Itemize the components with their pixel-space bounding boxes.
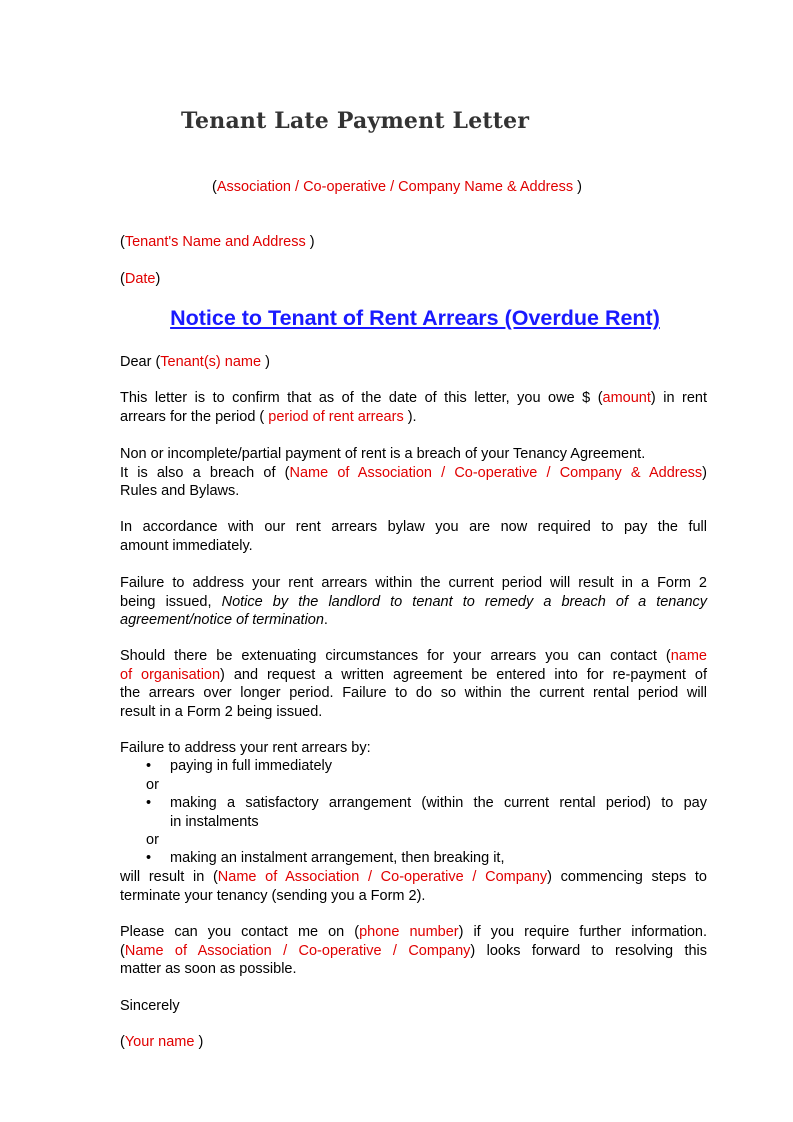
or-separator: or: [146, 832, 159, 848]
phone-placeholder: phone number: [359, 924, 459, 940]
document-title: Tenant Late Payment Letter: [181, 108, 530, 134]
list-item: making an instalment arrangement, then breaking it,: [170, 850, 505, 866]
list-item: paying in full immediately: [170, 758, 332, 774]
closing: Sincerely: [120, 998, 180, 1014]
tenant-address: (Tenant's Name and Address ): [120, 234, 315, 250]
or-separator: or: [146, 777, 159, 793]
organisation-placeholder: Name of Association / Co-operative / Company: [124, 942, 471, 959]
organisation-placeholder: Name of Association / Co-operative / Company & Address: [289, 464, 703, 481]
tenant-placeholder: Tenant's Name and Address: [124, 234, 306, 250]
salutation: Dear (Tenant(s) name ): [120, 354, 270, 370]
your-name-placeholder: Your name: [124, 1034, 195, 1050]
signature: (Your name ): [120, 1034, 204, 1050]
paragraph-form-2: Failure to address your rent arrears within the current period will result in a Form 2 being issued, Notice by the landlord to tenant to remedy a breach of a tenancy agreement/notice of termination.: [120, 575, 708, 628]
bullet: •: [146, 795, 152, 811]
paragraph-pay-full: In accordance with our rent arrears bylaw you are now required to pay the full amount immediately.: [120, 519, 707, 554]
period-placeholder: period of rent arrears: [268, 408, 404, 425]
paragraph-extenuating: Should there be extenuating circumstances for your arrears you can contact (name of organisation) and request a written agreement be entered into for re-payment of the arrears over longer period. Failure to do so within the current rental period will result in a Form 2 being issued.: [120, 648, 707, 720]
paragraph-termination: will result in (Name of Association / Co-operative / Company) commencing steps to terminate your tenancy (sending you a Form 2).: [120, 869, 707, 904]
contact-placeholder: name: [670, 648, 707, 664]
letter-date: (Date): [120, 271, 161, 287]
failure-intro: Failure to address your rent arrears by:: [120, 740, 371, 756]
organisation-placeholder: Name of Association / Co-operative / Company: [217, 869, 548, 885]
association-placeholder: Association / Co-operative / Company Name & Address: [216, 179, 574, 195]
paragraph-contact: Please can you contact me on (phone number) if you require further information. (Name of Association / Co-operative / Company) looks forward to resolving this matter as soon as possible.: [120, 924, 708, 977]
date-placeholder: Date: [124, 271, 156, 287]
bullet: •: [146, 850, 152, 866]
list-item: making a satisfactory arrangement (within the current rental period) to pay in instalments: [170, 795, 707, 830]
bullet: •: [146, 758, 152, 774]
notice-heading: Notice to Tenant of Rent Arrears (Overdue Rent): [170, 306, 660, 330]
paragraph-amount-owed: This letter is to confirm that as of the date of this letter, you owe $ (amount) in rent arrears for the period ( period of rent arrears ).: [120, 390, 707, 425]
amount-placeholder: amount: [602, 390, 651, 406]
paragraph-breach: Non or incomplete/partial payment of rent is a breach of your Tenancy Agreement. It is also a breach of (Name of Association / Co-operative / Company & Address) Rules and Bylaws.: [120, 446, 708, 499]
association-address: (Association / Co-operative / Company Name & Address ): [212, 179, 582, 195]
tenant-name-placeholder: Tenant(s) name: [160, 354, 262, 370]
